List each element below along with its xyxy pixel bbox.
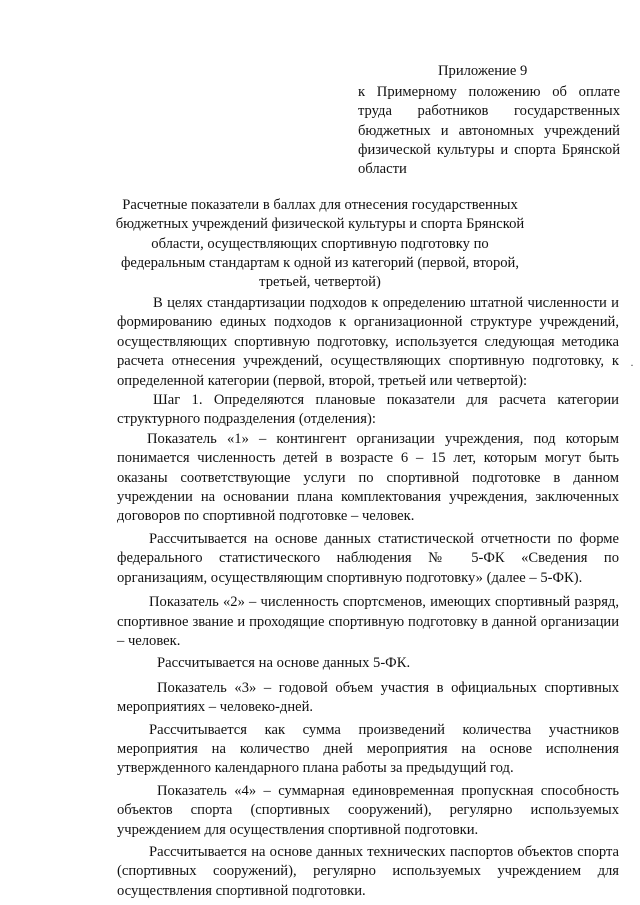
document-title: Расчетные показатели в баллах для отнесения государственных бюджетных учреждений физической культуры и спорта Брянской области, осуществляющих спортивную подготовку по федеральным стандартам к одной из категорий (первой, второй, третьей, четвертой) bbox=[115, 197, 525, 291]
appendix-title: Приложение 9 bbox=[438, 63, 528, 79]
margin-mark: · bbox=[630, 358, 634, 372]
appendix-reference: к Примерному положению об оплате труда работников государственных бюджетных и автономных учреждений физической культуры и спорта Брянской области bbox=[358, 84, 620, 178]
paragraph-indicator-2-calc: Рассчитывается на основе данных 5-ФК. bbox=[157, 655, 411, 672]
paragraph-indicator-1: Показатель «1» – контингент организации учреждения, под которым понимается численность детей в возрасте 6 – 15 лет, которым могут быть оказаны соответствующие услуги по спортивной подготовке в данном учреждении на основании плана комплектования учреждения, заключенных договоров по спортивной подготовке – человек. bbox=[117, 430, 619, 525]
paragraph-indicator-4-calc: Рассчитывается на основе данных технических паспортов объектов спорта (спортивных сооружений), регулярно используемых учреждением для осуществления спортивной подготовки. bbox=[117, 843, 619, 899]
appendix-header bbox=[358, 62, 620, 179]
paragraph-intro: В целях стандартизации подходов к определению штатной численности и формированию единых подходов к организационной структуре учреждений, осуществляющих спортивную подготовку, используется следующая методика расчета отнесения учреждений, осуществляющих спортивную подготовку, к определенной категории (первой, второй, третьей или четвертой): bbox=[117, 295, 619, 389]
paragraph-indicator-4: Показатель «4» – суммарная единовременная пропускная способность объектов спорта (спортивных сооружений), регулярно используемых учреждением для осуществления спортивной подготовки. bbox=[117, 782, 619, 838]
paragraph-step-1: Шаг 1. Определяются плановые показатели для расчета категории структурного подразделения (отделения): bbox=[117, 392, 619, 428]
document-body bbox=[117, 294, 619, 901]
paragraph-indicator-3-calc: Рассчитывается как сумма произведений количества участников мероприятия на количество дней мероприятия на основе исполнения утвержденного календарного плана работы за предыдущий год. bbox=[117, 721, 619, 777]
paragraph-indicator-3: Показатель «3» – годовой объем участия в официальных спортивных мероприятиях – человеко-дней. bbox=[117, 679, 619, 716]
paragraph-indicator-1-calc: Рассчитывается на основе данных статистической отчетности по форме федерального статистического наблюдения № 5-ФК «Сведения по организациям, осуществляющим спортивную подготовку» (далее – 5-ФК). bbox=[117, 530, 619, 586]
paragraph-indicator-2: Показатель «2» – численность спортсменов, имеющих спортивный разряд, спортивное звание и проходящие спортивную подготовку в данной организации – человек. bbox=[117, 594, 619, 649]
